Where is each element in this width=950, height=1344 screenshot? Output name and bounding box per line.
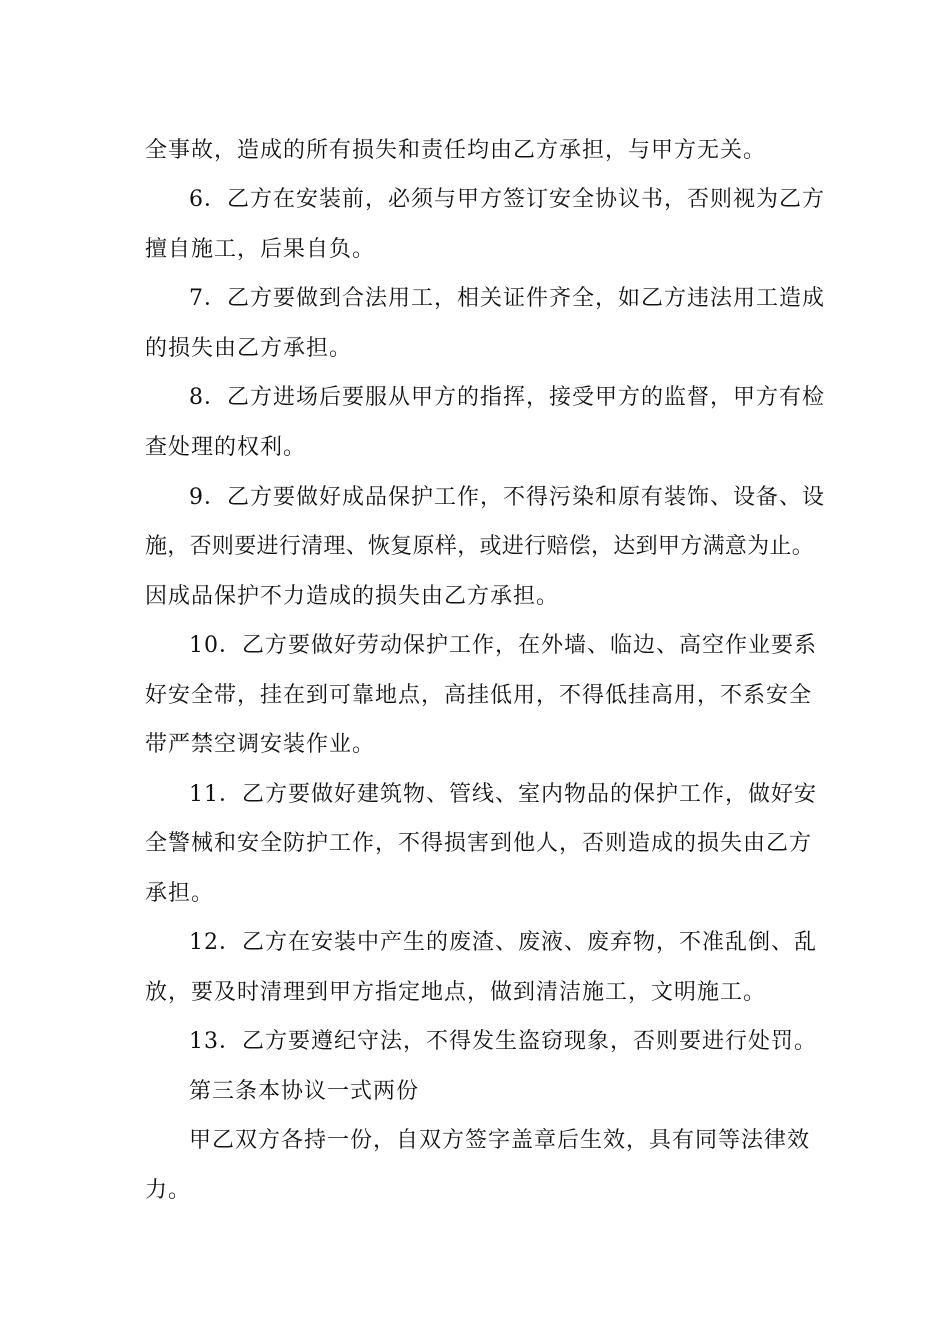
text-line: 的损失由乙方承担。 xyxy=(145,336,353,361)
text-line: 施，否则要进行清理、恢复原样，或进行赔偿，达到甲方满意为止。 xyxy=(145,534,815,559)
text-line: 好安全带，挂在到可靠地点，高挂低用，不得低挂高用，不系安全 xyxy=(145,683,813,708)
text-line: 甲乙双方各持一份，自双方签字盖章后生效，具有同等法律效 xyxy=(189,1128,811,1153)
text-line: 全事故，造成的所有损失和责任均由乙方承担，与甲方无关。 xyxy=(145,138,767,163)
text-line: 力。 xyxy=(145,1178,192,1203)
text-line: 带严禁空调安装作业。 xyxy=(145,732,376,757)
text-line: 因成品保护不力造成的损失由乙方承担。 xyxy=(145,584,560,609)
section-heading: 第三条本协议一式两份 xyxy=(189,1079,420,1104)
text-line: 12．乙方在安装中产生的废渣、废液、废弃物，不准乱倒、乱 xyxy=(189,930,817,955)
text-line: 10．乙方要做好劳动保护工作，在外墙、临边、高空作业要系 xyxy=(189,633,817,658)
text-line: 13．乙方要遵纪守法，不得发生盗窃现象，否则要进行处罚。 xyxy=(189,1029,817,1054)
text-line: 全警械和安全防护工作，不得损害到他人，否则造成的损失由乙方 xyxy=(145,831,813,856)
text-line: 查处理的权利。 xyxy=(145,435,307,460)
text-line: 放，要及时清理到甲方指定地点，做到清洁施工，文明施工。 xyxy=(145,980,767,1005)
text-line: 9．乙方要做好成品保护工作，不得污染和原有装饰、设备、设 xyxy=(189,485,825,510)
text-line: 6．乙方在安装前，必须与甲方签订安全协议书，否则视为乙方 xyxy=(189,187,825,212)
text-line: 8．乙方进场后要服从甲方的指挥，接受甲方的监督，甲方有检 xyxy=(189,385,825,410)
text-line: 擅自施工，后果自负。 xyxy=(145,237,376,262)
text-line: 承担。 xyxy=(145,881,215,906)
text-line: 7．乙方要做到合法用工，相关证件齐全，如乙方违法用工造成 xyxy=(189,286,825,311)
text-line: 11．乙方要做好建筑物、管线、室内物品的保护工作，做好安 xyxy=(189,782,817,807)
